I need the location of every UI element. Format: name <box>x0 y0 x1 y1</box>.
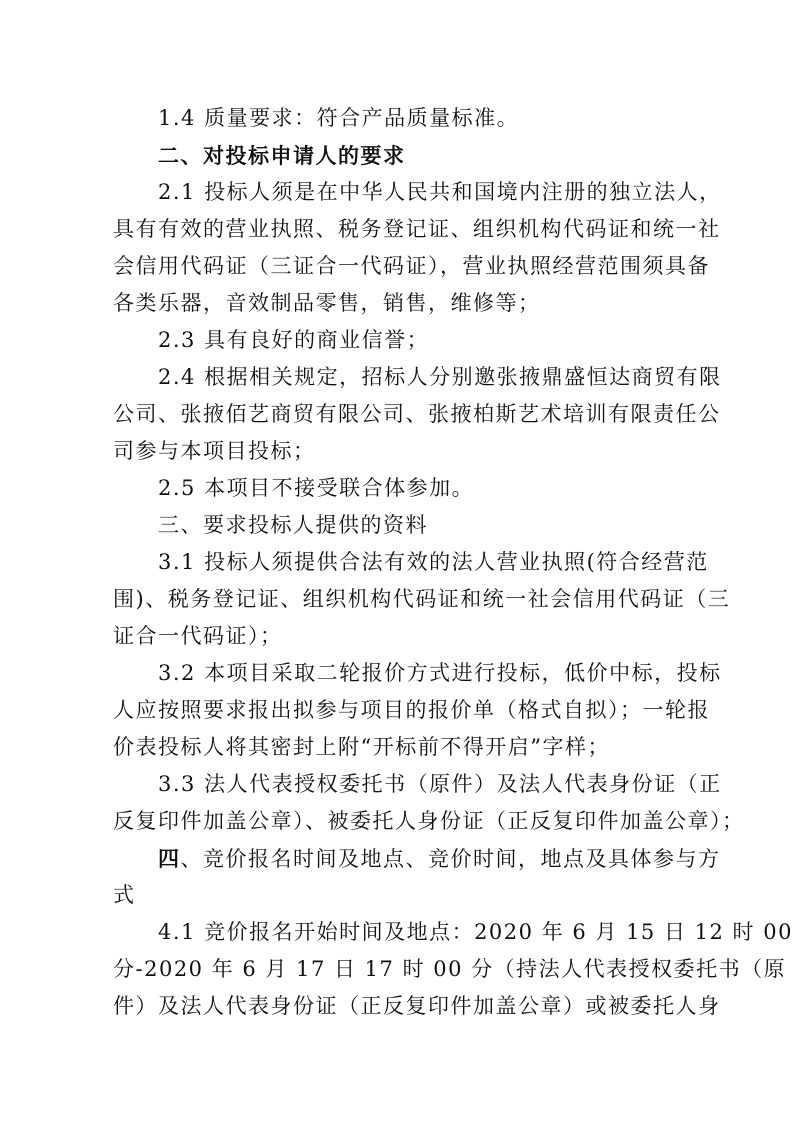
section-heading-4-rest: 、竞价报名时间及地点、竞价时间，地点及具体参与方 <box>180 847 721 871</box>
clause-4-1-line-2: 分-2020 年 6 月 17 日 17 时 00 分（持法人代表授权委托书（原 <box>113 957 787 981</box>
section-heading-3: 三、要求投标人提供的资料 <box>158 513 428 537</box>
clause-2-1-line-4: 各类乐器，音效制品零售，销售，维修等； <box>113 291 541 315</box>
section-heading-4-line-1 <box>113 840 733 877</box>
clause-2-1-line-3: 会信用代码证（三证合一代码证），营业执照经营范围须具备 <box>113 254 710 278</box>
clause-3-2-line-1: 3.2 本项目采取二轮报价方式进行投标，低价中标，投标 <box>158 661 722 685</box>
clause-2-4-line-3: 司参与本项目投标； <box>113 439 316 463</box>
clause-3-1-line-3: 证合一代码证）； <box>113 624 283 648</box>
section-number-4: 四 <box>158 846 181 871</box>
clause-3-3-line-1: 3.3 法人代表授权委托书（原件）及法人代表身份证（正 <box>158 772 722 796</box>
clause-3-1-line-2: 围)、税务登记证、组织机构代码证和统一社会信用代码证（三 <box>113 587 731 611</box>
section-heading-4-line-2: 式 <box>113 883 136 907</box>
clause-2-1-line-2: 具有有效的营业执照、税务登记证、组织机构代码证和统一社 <box>113 217 721 241</box>
clause-3-2-line-3: 价表投标人将其密封上附“开标前不得开启”字样； <box>113 735 610 759</box>
section-heading-2: 二、对投标申请人的要求 <box>158 143 406 168</box>
clause-3-3-line-2: 反复印件加盖公章）、被委托人身份证（正反复印件加盖公章）； <box>113 809 745 833</box>
clause-3-2-line-2: 人应按照要求报出拟参与项目的报价单（格式自拟）；一轮报 <box>113 698 710 722</box>
clause-4-1-line-1: 4.1 竞价报名开始时间及地点：2020 年 6 月 15 日 12 时 00 <box>158 920 793 944</box>
clause-2-4-line-2: 公司、张掖佰艺商贸有限公司、张掖柏斯艺术培训有限责任公 <box>113 402 721 426</box>
clause-2-3: 2.3 具有良好的商业信誉； <box>158 328 430 352</box>
clause-2-5: 2.5 本项目不接受联合体参加。 <box>158 476 475 500</box>
clause-2-1-line-1: 2.1 投标人须是在中华人民共和国境内注册的独立法人， <box>158 180 722 204</box>
clause-2-4-line-1: 2.4 根据相关规定，招标人分别邀张掖鼎盛恒达商贸有限 <box>158 365 722 389</box>
clause-4-1-line-3: 件）及法人代表身份证（正反复印件加盖公章）或被委托人身 <box>113 994 721 1018</box>
clause-1-4: 1.4 质量要求：符合产品质量标准。 <box>158 106 520 130</box>
clause-3-1-line-1: 3.1 投标人须提供合法有效的法人营业执照(符合经营范 <box>158 550 709 574</box>
